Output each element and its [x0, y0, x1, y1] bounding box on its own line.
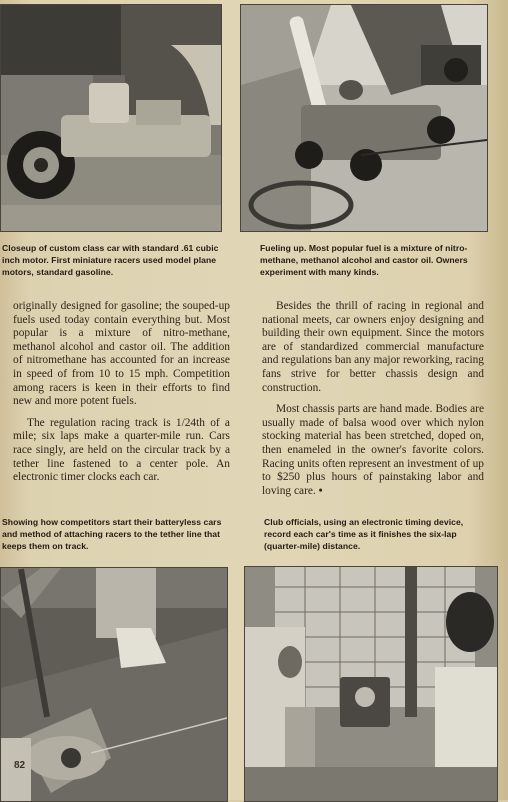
end-mark: • — [318, 484, 323, 497]
body-paragraph-text: Most chassis parts are hand made. Bodies are usually made of balsa wood over which nylon stocking material has been stretched, doped on, then enameled in the owner's favorite colors. Racing units often represent an investment of up to $250 plus hours of painstaking labor and loving care. — [262, 403, 484, 497]
body-paragraph: Besides the thrill of racing in regional and national meets, car owners enjoy designing and building their own equipment. Since the motors are of standardized commercial manufacture and regulations ban any major reworking, racing fans strive for better chassis design and construction. — [262, 300, 484, 394]
photo-starting-cars — [0, 567, 228, 802]
caption-fueling-up: Fueling up. Most popular fuel is a mixture of nitro-methane, methanol alcohol and castor oil. Owners experiment with many kinds. — [260, 243, 468, 277]
body-column-left — [13, 300, 230, 493]
body-paragraph — [262, 403, 484, 498]
body-paragraph: The regulation racing track is 1/24th of a mile; six laps make a quarter-mile run. Cars race singly, are held on the circular track by a tether line fastened to a center pole. An electronic timer clocks each car. — [13, 416, 230, 484]
caption-race-car-closeup: Closeup of custom class car with standard .61 cubic inch motor. First miniature racers used model plane motors, standard gasoline. — [2, 243, 219, 277]
page-number: 82 — [14, 760, 26, 771]
caption-starting-cars: Showing how competitors start their batteryless cars and method of attaching racers to the tether line that keeps them on track. — [2, 517, 222, 551]
photo-timing-officials — [244, 566, 498, 802]
photo-fueling-up — [240, 4, 488, 232]
body-column-right — [262, 300, 484, 506]
photo-race-car-closeup — [0, 4, 222, 232]
body-paragraph: originally designed for gasoline; the souped-up fuels used today contain everything but. Most popular is a mixture of nitro-methane, methanol alcohol and castor oil. The addition of nitromethane has accounted for an increase in speed of from 10 to 15 mph. Competition among racers is keen in their efforts to find new and more potent fuels. — [13, 300, 230, 408]
caption-timing-device: Club officials, using an electronic timing device, record each car's time as it finishes the six-lap (quarter-mile) distance. — [264, 517, 464, 551]
